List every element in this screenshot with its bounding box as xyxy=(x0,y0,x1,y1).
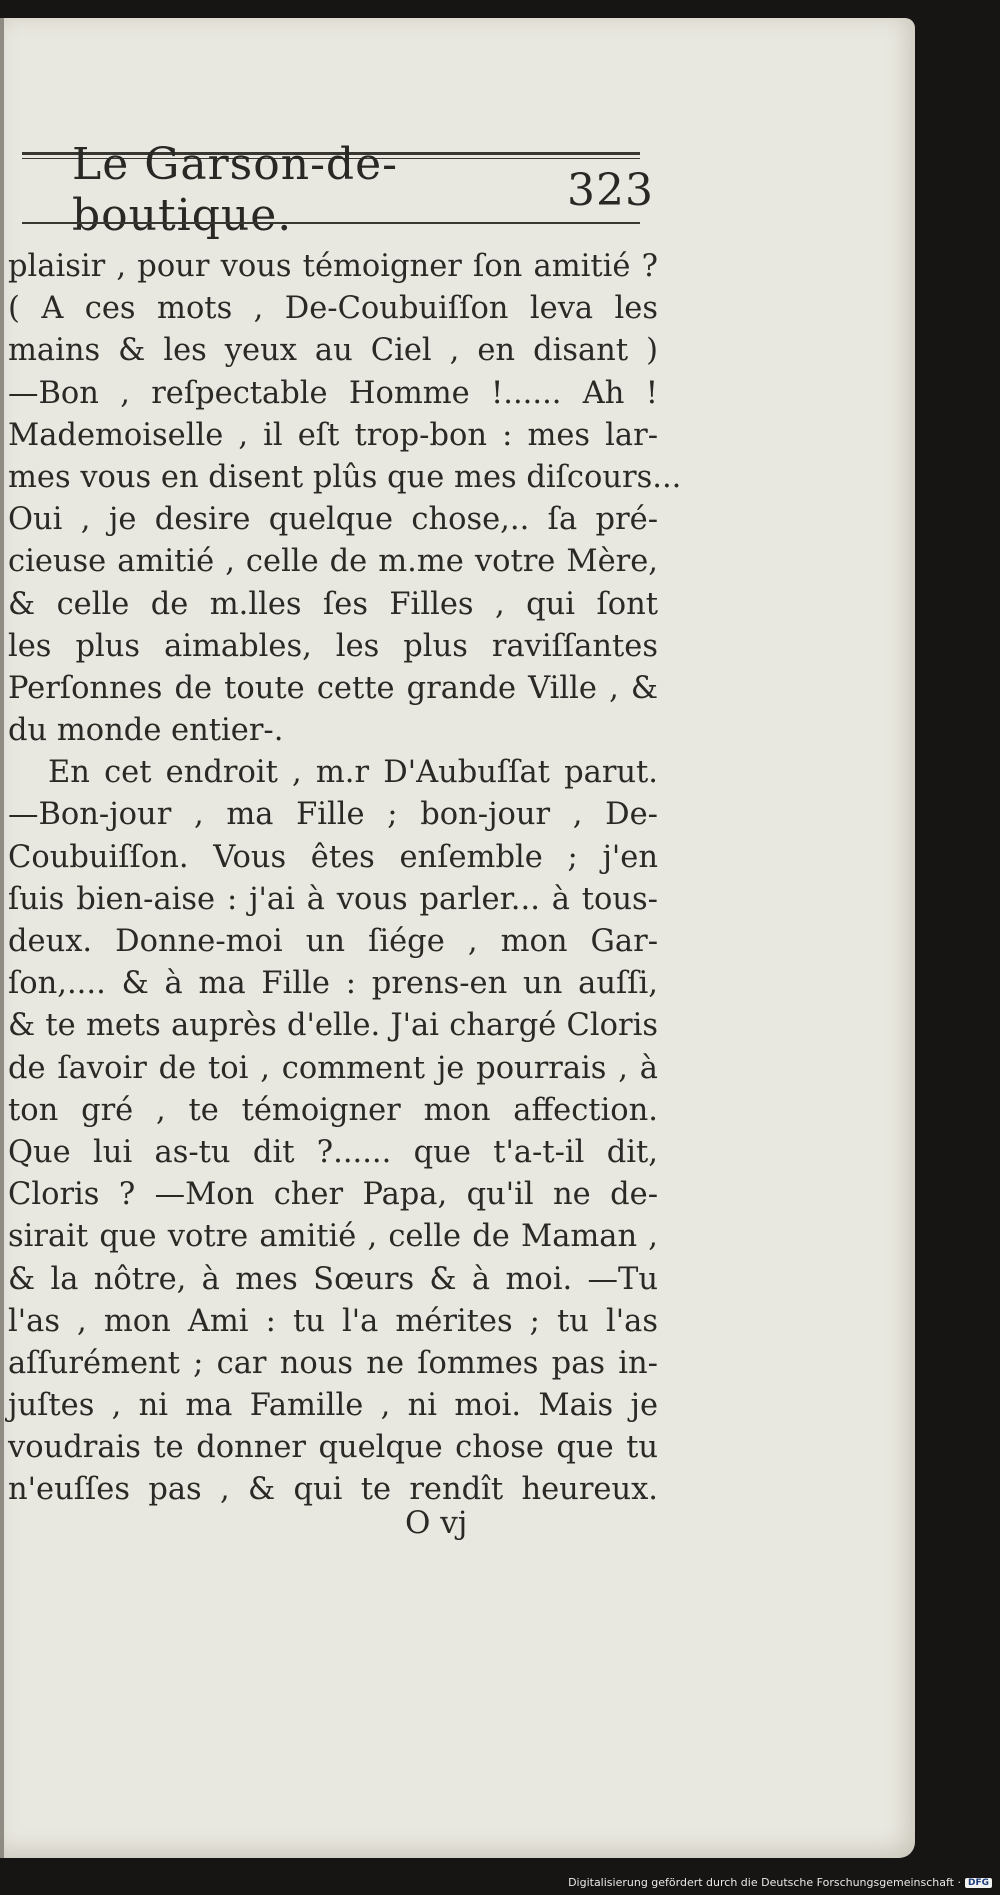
text-line: n'euſſes pas , & qui te rendît heureux. xyxy=(8,1472,658,1508)
text-line: sirait que votre amitié , celle de Maman , xyxy=(8,1219,658,1255)
header-rule-bottom xyxy=(22,222,640,224)
text-line: mes vous en disent plûs que mes diſcours... xyxy=(8,459,682,495)
text-line: l'as , mon Ami : tu l'a mérites ; tu l'as xyxy=(8,1303,658,1339)
text-line: aſſurément ; car nous ne ſommes pas in- xyxy=(8,1345,658,1381)
text-line: Que lui as-tu dit ?...... que t'a-t-il dit, xyxy=(8,1134,658,1170)
text-line: cieuse amitié , celle de m.me votre Mère, xyxy=(8,544,658,580)
signature-mark: O vj xyxy=(405,1505,468,1541)
text-line: deux. Donne-moi un ſiége , mon Gar- xyxy=(8,924,658,959)
text-line: & la nôtre, à mes Sœurs & à moi. —Tu xyxy=(8,1261,658,1297)
text-line: les plus aimables, les plus raviſſantes xyxy=(8,628,658,664)
dfg-logo-badge: DFG xyxy=(965,1878,992,1888)
text-line: Coubuiſſon. Vous êtes enſemble ; j'en xyxy=(8,839,658,875)
digitization-credit xyxy=(568,1876,992,1889)
page-body-text xyxy=(8,246,682,1512)
running-title: Le Garson-de-boutique. xyxy=(72,139,399,241)
text-line: ſon,.... & à ma Fille : prens-en un auſſi, xyxy=(8,966,658,1002)
text-line: juſtes , ni ma Famille , ni moi. Mais je xyxy=(8,1388,658,1424)
text-line: ſuis bien-aise : j'ai à vous parler... à tous- xyxy=(8,881,658,917)
running-header xyxy=(72,139,662,241)
text-line: Mademoiselle , il eſt trop-bon : mes lar- xyxy=(8,417,658,453)
text-line: Perſonnes de toute cette grande Ville , & xyxy=(8,670,658,706)
text-line: ( A ces mots , De-Coubuiſſon leva les xyxy=(8,291,658,327)
text-line: plaisir , pour vous témoigner ſon amitié ? xyxy=(8,249,658,284)
text-line: ton gré , te témoigner mon affection. xyxy=(8,1092,658,1128)
credit-text: Digitalisierung gefördert durch die Deutsche Forschungsgemeinschaft · xyxy=(568,1876,961,1889)
text-line: mains & les yeux au Ciel , en disant ) xyxy=(8,333,658,369)
text-line: & celle de m.lles ſes Filles , qui ſont xyxy=(8,586,658,622)
text-line: voudrais te donner quelque chose que tu xyxy=(8,1430,658,1466)
page-gutter-edge xyxy=(0,18,4,1858)
text-line-paragraph-start: En cet endroit , m.r D'Aubuſſat parut. xyxy=(48,755,658,791)
text-line: & te mets auprès d'elle. J'ai chargé Cloris xyxy=(8,1008,658,1044)
text-line: Cloris ? —Mon cher Papa, qu'il ne de- xyxy=(8,1177,658,1213)
text-line: Oui , je desire quelque chose,.. ſa pré- xyxy=(8,502,658,538)
page-number: 323 xyxy=(567,164,654,216)
text-line-paragraph-end: du monde entier-. xyxy=(8,713,284,749)
text-line: —Bon-jour , ma Fille ; bon-jour , De- xyxy=(8,797,658,833)
text-line: de ſavoir de toi , comment je pourrais , à xyxy=(8,1050,658,1086)
text-line: —Bon , reſpectable Homme !...... Ah ! xyxy=(8,375,658,411)
